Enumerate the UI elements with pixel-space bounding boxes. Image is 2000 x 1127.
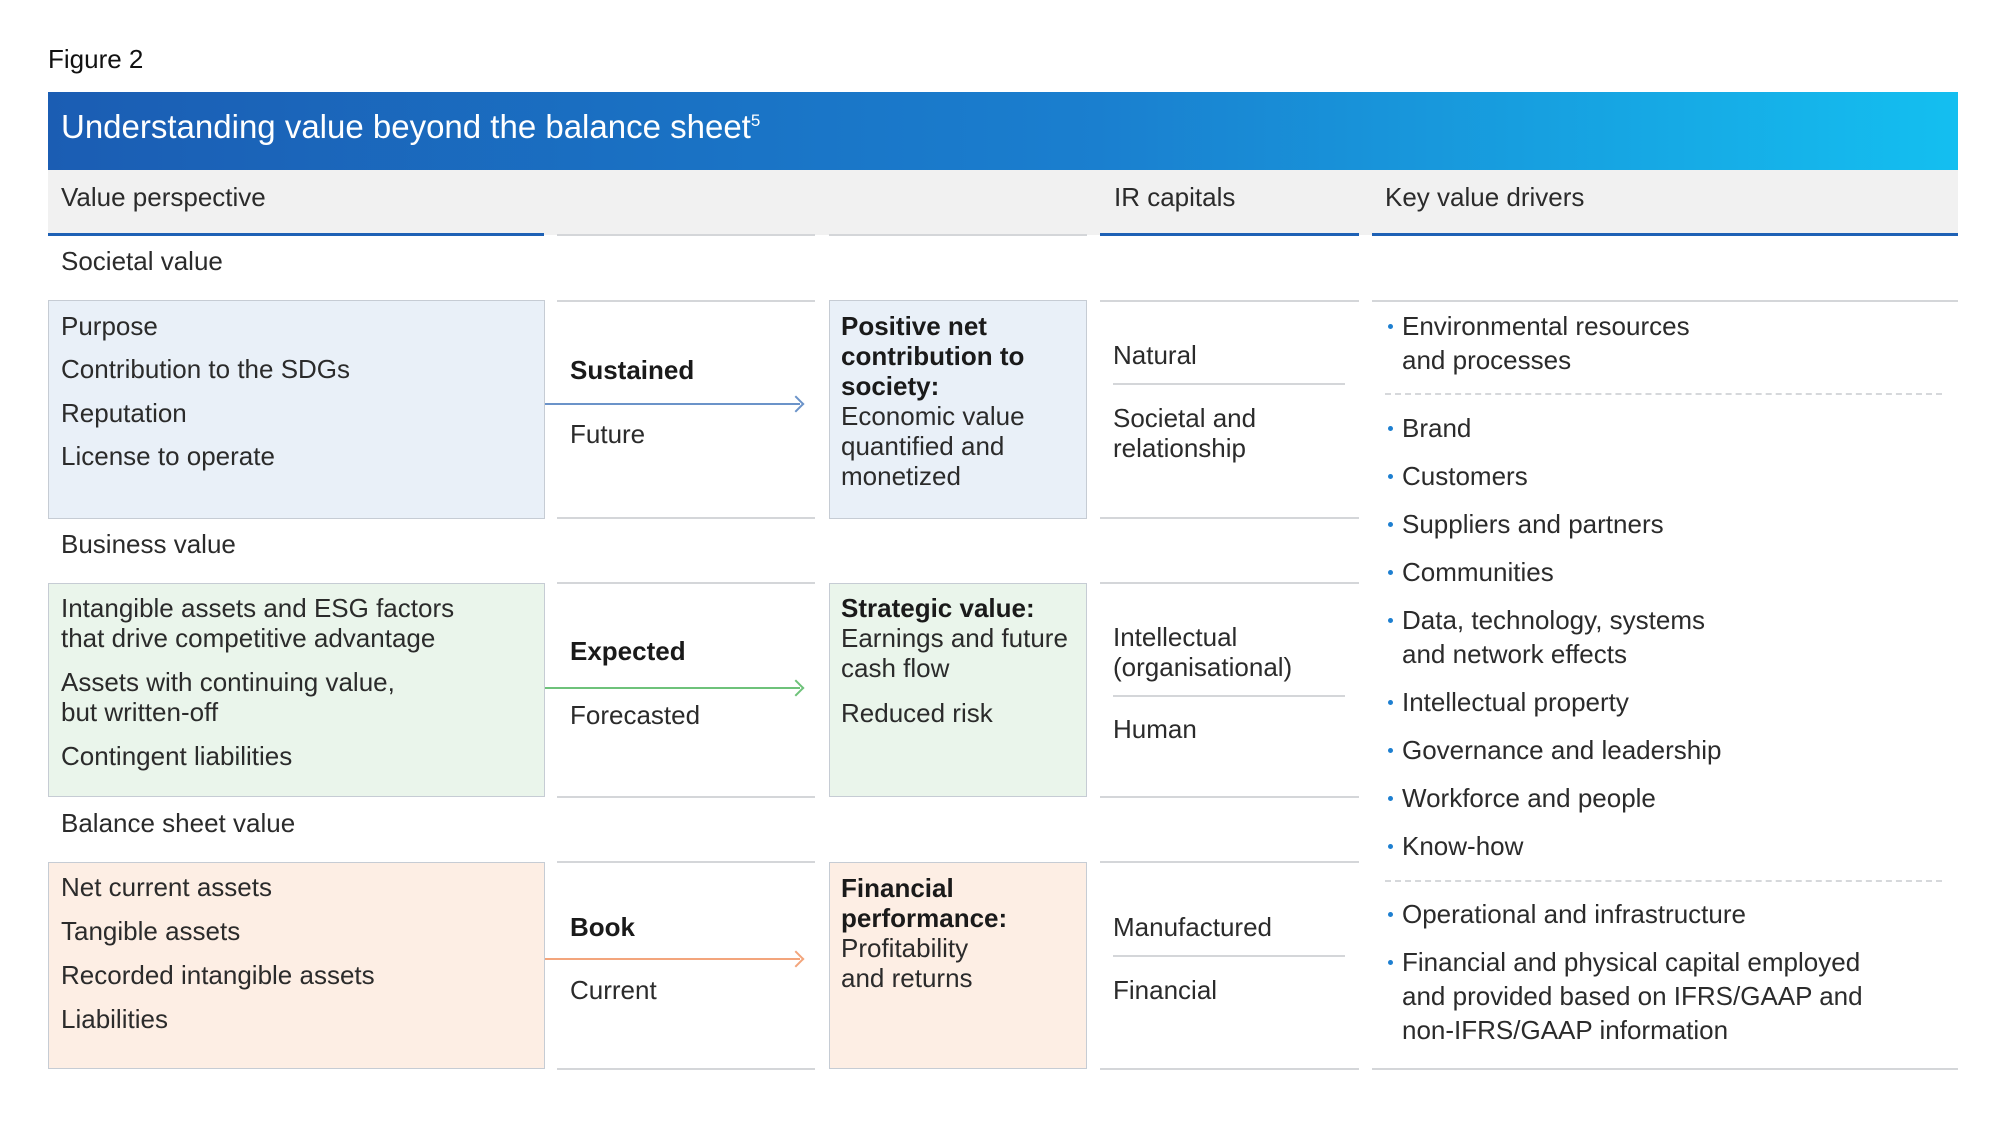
list-item: Tangible assets [61, 916, 241, 946]
row-rule [1100, 796, 1359, 798]
header-rule-basis [557, 234, 815, 236]
row-rule [1100, 582, 1359, 584]
driver-item: Financial and physical capital employed [1402, 947, 1861, 977]
driver-item: Data, technology, systems [1402, 605, 1705, 635]
capital-item: relationship [1113, 433, 1246, 463]
driver-item: Communities [1402, 557, 1554, 587]
outcome-heading: society: [841, 371, 940, 401]
basis-timeframe: Future [570, 419, 646, 449]
outcome-text: Economic value [841, 401, 1025, 431]
bullet-icon [1388, 474, 1393, 479]
capital-item: Manufactured [1113, 912, 1272, 942]
capital-item: Intellectual [1113, 622, 1238, 652]
driver-item: Workforce and people [1402, 783, 1656, 813]
capital-divider [1113, 955, 1345, 957]
outcome-text: monetized [841, 461, 961, 491]
outcome-heading: Financial [841, 873, 954, 903]
row-rule [557, 796, 815, 798]
list-item: Intangible assets and ESG factors [61, 593, 455, 623]
list-item: Liabilities [61, 1004, 168, 1034]
capital-item: Natural [1113, 340, 1197, 370]
header-key-value-drivers: Key value drivers [1385, 182, 1585, 212]
bullet-icon [1388, 960, 1393, 965]
list-item: Assets with continuing value, [61, 667, 395, 697]
capital-item: (organisational) [1113, 652, 1293, 682]
outcome-text: cash flow [841, 653, 950, 683]
list-item: Net current assets [61, 872, 272, 902]
arrow-business [545, 687, 800, 689]
row-rule [1100, 1068, 1359, 1070]
header-rule-capitals [1100, 233, 1359, 236]
outcome-text: Reduced risk [841, 698, 993, 728]
header-ir-capitals: IR capitals [1114, 182, 1236, 212]
bullet-icon [1388, 522, 1393, 527]
section-label-societal: Societal value [61, 246, 223, 276]
list-item: that drive competitive advantage [61, 623, 436, 653]
bullet-icon [1388, 844, 1393, 849]
outcome-text: Earnings and future [841, 623, 1068, 653]
capital-item: Human [1113, 714, 1197, 744]
driver-group-divider [1385, 880, 1942, 882]
driver-item: Know-how [1402, 831, 1524, 861]
figure-title [61, 107, 760, 147]
driver-item: Suppliers and partners [1402, 509, 1664, 539]
row-rule [1372, 1068, 1958, 1070]
bullet-icon [1388, 426, 1393, 431]
row-rule [557, 582, 815, 584]
basis-label: Book [570, 912, 635, 942]
outcome-heading: Strategic value: [841, 593, 1035, 623]
capital-divider [1113, 695, 1345, 697]
row-rule [557, 517, 815, 519]
driver-item: non-IFRS/GAAP information [1402, 1015, 1729, 1045]
bullet-icon [1388, 618, 1393, 623]
list-item: Contingent liabilities [61, 741, 293, 771]
driver-item: and processes [1402, 345, 1572, 375]
driver-item: Intellectual property [1402, 687, 1629, 717]
capital-item: Financial [1113, 975, 1218, 1005]
bullet-icon [1388, 570, 1393, 575]
section-label-business: Business value [61, 529, 236, 559]
header-row [48, 170, 1958, 235]
header-rule-perspective [48, 233, 544, 236]
row-rule [557, 1068, 815, 1070]
row-rule [1100, 517, 1359, 519]
header-rule-outcome [829, 234, 1087, 236]
driver-group-divider [1385, 393, 1942, 395]
footnote-marker: 5 [750, 111, 761, 130]
bullet-icon [1388, 748, 1393, 753]
basis-label: Expected [570, 636, 686, 666]
outcome-heading: performance: [841, 903, 1008, 933]
driver-item: Governance and leadership [1402, 735, 1722, 765]
arrow-societal [545, 403, 800, 405]
outcome-text: quantified and [841, 431, 1005, 461]
figure-title-text: Understanding value beyond the balance sheet [61, 108, 751, 145]
list-item: Purpose [61, 311, 158, 341]
list-item: Recorded intangible assets [61, 960, 375, 990]
outcome-text: Profitability [841, 933, 969, 963]
outcome-text: and returns [841, 963, 973, 993]
row-rule [557, 861, 815, 863]
bullet-icon [1388, 324, 1393, 329]
list-item: Contribution to the SDGs [61, 354, 351, 384]
outcome-heading: Positive net [841, 311, 987, 341]
basis-label: Sustained [570, 355, 695, 385]
driver-item: Customers [1402, 461, 1528, 491]
figure-label: Figure 2 [48, 44, 144, 74]
list-item: Reputation [61, 398, 187, 428]
driver-item: and provided based on IFRS/GAAP and [1402, 981, 1863, 1011]
row-rule [1100, 861, 1359, 863]
driver-item: Environmental resources [1402, 311, 1690, 341]
bullet-icon [1388, 700, 1393, 705]
bullet-icon [1388, 912, 1393, 917]
section-label-balance: Balance sheet value [61, 808, 296, 838]
driver-item: Brand [1402, 413, 1472, 443]
basis-timeframe: Current [570, 975, 657, 1005]
outcome-heading: contribution to [841, 341, 1025, 371]
capital-item: Societal and [1113, 403, 1257, 433]
driver-item: and network effects [1402, 639, 1627, 669]
list-item: License to operate [61, 441, 275, 471]
header-rule-drivers [1372, 233, 1958, 236]
capital-divider [1113, 383, 1345, 385]
list-item: but written-off [61, 697, 219, 727]
basis-timeframe: Forecasted [570, 700, 701, 730]
header-value-perspective: Value perspective [61, 182, 266, 212]
driver-item: Operational and infrastructure [1402, 899, 1746, 929]
row-rule [557, 300, 815, 302]
arrow-balance [545, 958, 800, 960]
bullet-icon [1388, 796, 1393, 801]
row-rule [1372, 300, 1958, 302]
row-rule [1100, 300, 1359, 302]
